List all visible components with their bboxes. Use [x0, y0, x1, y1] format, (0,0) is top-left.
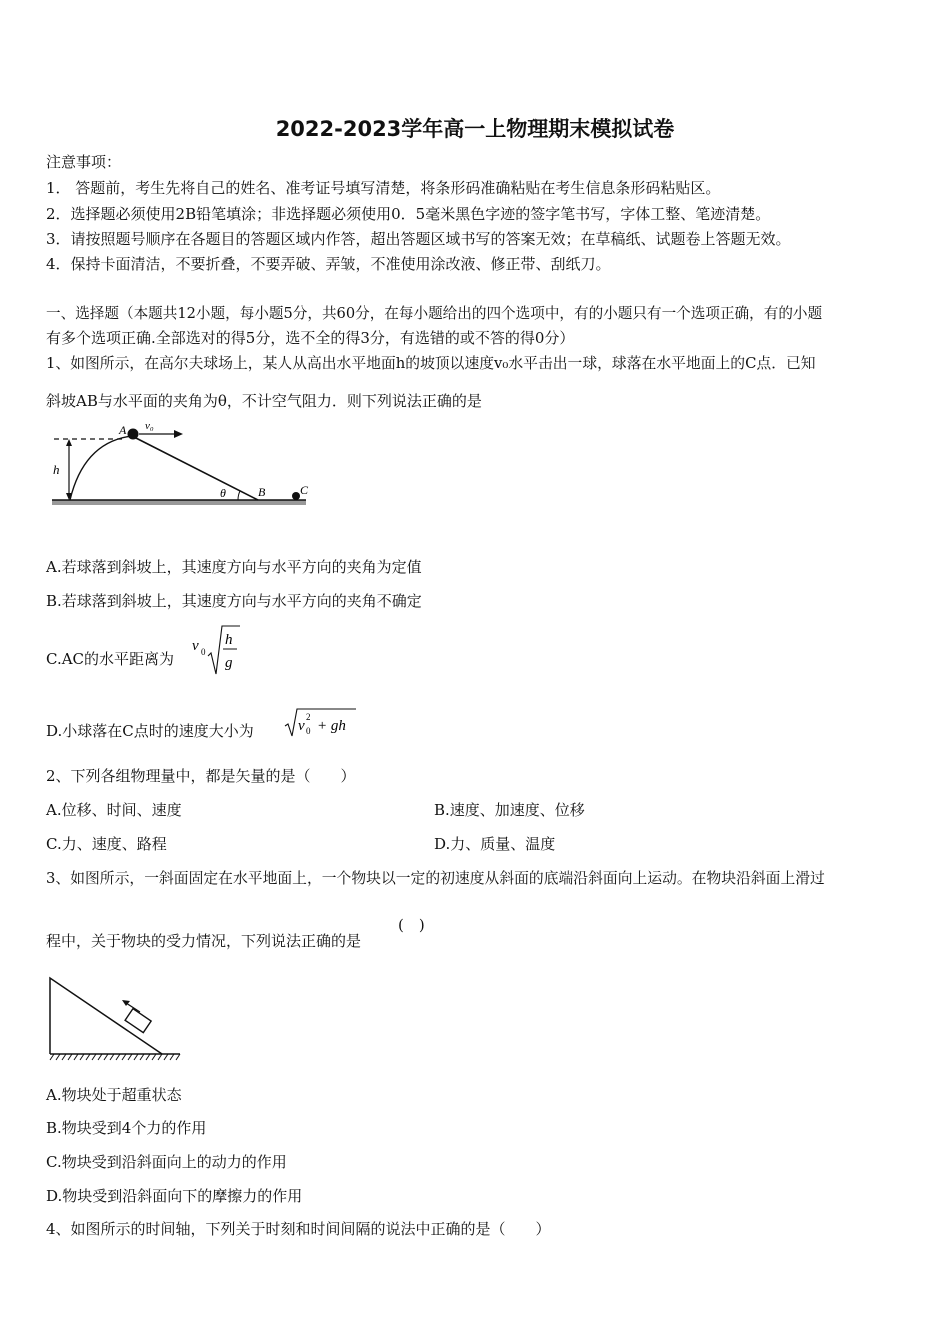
hill-curve [70, 436, 132, 500]
q3-option-b: B.物块受到4个力的作用 [46, 1119, 207, 1137]
q3-figure-incline [46, 972, 186, 1064]
q2-option-d: D.力、质量、温度 [434, 835, 556, 853]
formula-c-coef: v [192, 638, 199, 654]
q2-option-a: A.位移、时间、速度 [46, 801, 182, 819]
formula-d-rest: + gh [317, 718, 346, 734]
formula-d-sup: 2 [306, 712, 311, 722]
q3-option-d: D.物块受到沿斜面向下的摩擦力的作用 [46, 1187, 303, 1205]
q3-stem-line1: 3、如图所示，一斜面固定在水平地面上，一个物块以一定的初速度从斜面的底端沿斜面向上运动。在物块沿斜面上滑过 [46, 870, 825, 887]
block [125, 1009, 151, 1033]
section-header-line2: 有多个选项正确.全部选对的得5分，选不全的得3分，有选错的或不答的得0分） [46, 329, 575, 347]
notice-item-3: 3．请按照题号顺序在各题目的答题区域内作答，超出答题区域书写的答案无效；在草稿纸、试题卷上答题无效。 [46, 230, 791, 248]
formula-d-sub: 0 [306, 726, 311, 736]
q3-stem-line2: 程中，关于物块的受力情况，下列说法正确的是 [46, 932, 362, 950]
q3-option-a: A.物块处于超重状态 [46, 1086, 182, 1104]
notice-item-2: 2．选择题必须使用2B铅笔填涂；非选择题必须使用0．5毫米黑色字迹的签字笔书写，字体工整、笔迹清楚。 [46, 205, 771, 223]
page-title: 2022-2023学年高一上物理期末模拟试卷 [275, 117, 675, 141]
q4-stem: 4、如图所示的时间轴，下列关于时刻和时间间隔的说法中正确的是（ ） [46, 1220, 551, 1238]
slope-ab [132, 436, 258, 500]
notice-heading: 注意事项： [46, 153, 122, 171]
ball-a [128, 429, 139, 440]
notice-item-1: 1． 答题前，考生先将自己的姓名、准考证号填写清楚，将条形码准确粘贴在考生信息条形码粘贴区。 [46, 179, 721, 197]
q2-option-c: C.力、速度、路程 [46, 835, 167, 853]
q2-stem: 2、下列各组物理量中，都是矢量的是（ ） [46, 767, 356, 785]
section-header-line1: 一、选择题（本题共12小题，每小题5分，共60分，在每小题给出的四个选项中，有的小题只有一个选项正确，有的小题 [46, 305, 823, 322]
label-theta: θ [220, 486, 226, 500]
formula-c-num: h [225, 632, 233, 648]
q1-option-c: C.AC的水平距离为 [46, 650, 175, 668]
sqrt-sign [208, 626, 240, 674]
q1-formula-d [284, 706, 358, 740]
q1-stem-line1: 1、如图所示，在高尔夫球场上，某人从高出水平地面h的坡顶以速度v₀水平击出一球，球落在水平地面上的C点．已知 [46, 355, 816, 372]
label-b: B [258, 485, 266, 499]
q1-option-a: A.若球落到斜坡上，其速度方向与水平方向的夹角为定值 [46, 558, 422, 576]
formula-d-v: v [298, 718, 305, 734]
q1-formula-c [190, 622, 242, 678]
q2-option-b: B.速度、加速度、位移 [434, 801, 585, 819]
formula-c-sub: 0 [201, 647, 206, 657]
incline [50, 978, 162, 1054]
notice-item-4: 4．保持卡面清洁，不要折叠，不要弄破、弄皱，不准使用涂改液、修正带、刮纸刀。 [46, 255, 611, 273]
q1-option-d: D.小球落在C点时的速度大小为 [46, 722, 254, 740]
label-v0: v₀ [145, 420, 154, 432]
label-a: A [119, 423, 127, 437]
label-h: h [53, 462, 60, 477]
q1-stem-line2: 斜坡AB与水平面的夹角为θ，不计空气阻力．则下列说法正确的是 [46, 392, 482, 410]
label-c: C [300, 483, 309, 497]
q1-figure-golf-slope [46, 412, 316, 512]
formula-c-den: g [225, 655, 233, 671]
q3-option-c: C.物块受到沿斜面向上的动力的作用 [46, 1153, 287, 1171]
q3-answer-paren: ( ) [398, 916, 425, 934]
ball-c [292, 492, 300, 500]
q1-option-b: B.若球落到斜坡上，其速度方向与水平方向的夹角不确定 [46, 592, 422, 610]
